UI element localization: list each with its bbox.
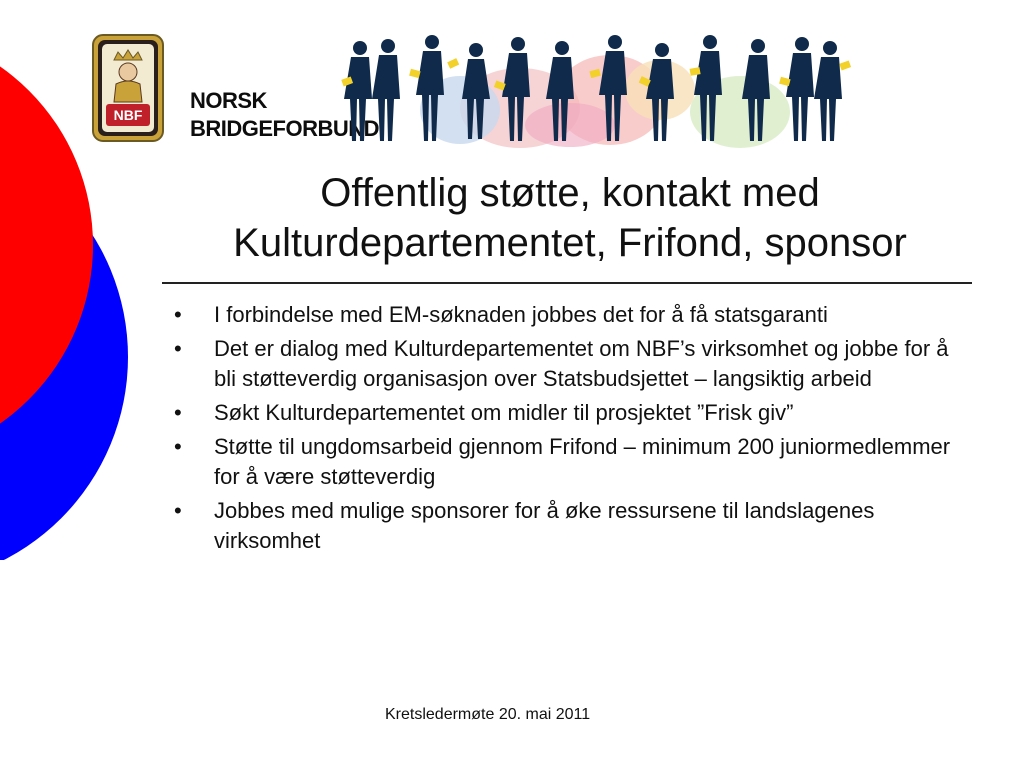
bullet-marker: •: [174, 302, 182, 327]
list-item: [172, 334, 972, 394]
badge-text: NBF: [113, 107, 143, 123]
slide-title: Offentlig støtte, kontakt med Kulturdepartementet, Frifond, sponsor: [233, 171, 907, 265]
list-item: [172, 432, 972, 492]
bullet-text: Støtte til ungdomsarbeid gjennom Frifond – minimum 200 juniormedlemmer for å være støtteverdig: [214, 434, 951, 489]
bullet-marker: •: [174, 498, 182, 523]
bullet-list: [172, 300, 972, 560]
bullet-text: Jobbes med mulige sponsorer for å øke ressursene til landslagenes virksomhet: [214, 498, 875, 553]
business-people-illustration: [340, 30, 860, 148]
bullet-text: I forbindelse med EM-søknaden jobbes det for å få statsgaranti: [214, 302, 828, 327]
bullet-marker: •: [174, 400, 182, 425]
bullet-text: Det er dialog med Kulturdepartementet om NBF’s virksomhet og jobbe for å bli støtteverdig organisasjon over Statsbudsjettet – langsiktig arbeid: [214, 336, 949, 391]
nbf-logo-badge: [92, 34, 164, 142]
bullet-marker: •: [174, 434, 182, 459]
organization-name-line2: BRIDGEFORBUND: [190, 116, 380, 141]
bullet-text: Søkt Kulturdepartementet om midler til prosjektet ”Frisk giv”: [214, 400, 794, 425]
organization-name-line1: NORSK: [190, 88, 267, 113]
list-item: [172, 496, 972, 556]
title-divider: [162, 282, 972, 284]
bullet-marker: •: [174, 336, 182, 361]
list-item: [172, 398, 972, 428]
list-item: [172, 300, 972, 330]
slide-footer: Kretsledermøte 20. mai 2011: [385, 706, 591, 723]
